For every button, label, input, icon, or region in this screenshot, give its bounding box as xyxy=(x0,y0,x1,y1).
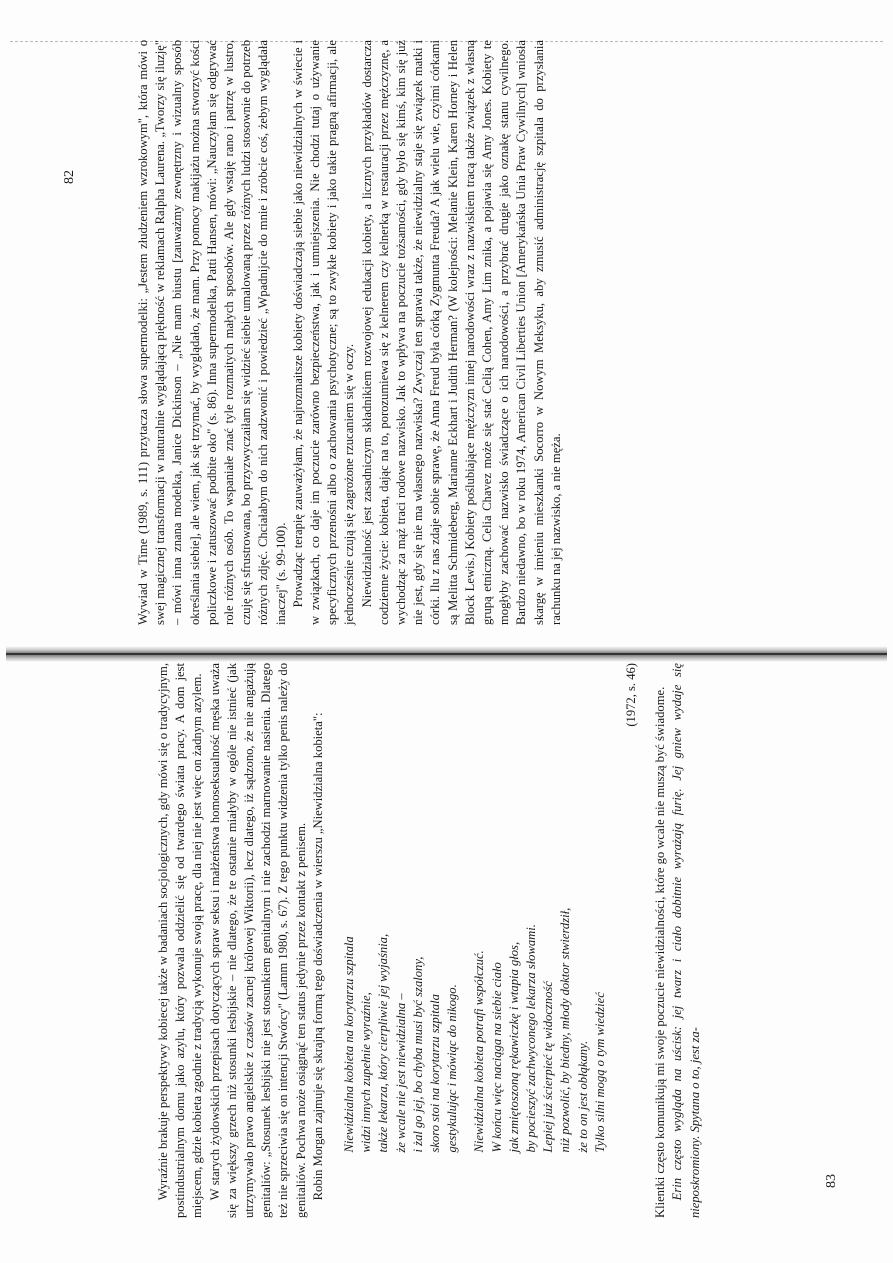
paragraph: Wyraźnie brakuje perspektywy kobiecej także w badaniach socjologicznych, gdy mówi się o tradycyjnym, postindustrialnym domu jako azylu, który pozwala oddzielić się od twardego świata pracy. A dom jest miejscem, gdzie kobieta zgodnie z tradycją wykonuje swoją pracę, dla niej nie jest więc on żadnym azylem. xyxy=(156,663,205,1218)
italic-paragraph: Erin często wygląda na uścisk: jej twarz i ciało dobitnie wyrażają furię. Jej gniew wydaje się nieposkromiony. Spytana o to, jest za- xyxy=(670,663,702,1218)
page-number: 82 xyxy=(62,170,77,184)
paragraph: Prowadząc terapię zauważyłam, że najrozmaitsze kobiety doświadczają siebie jako niewidzialnych w świecie i w związkach, co daje im poczucie zarówno bezpieczeństwa, jak i umniejszenia. Nie chodzi tutaj o używanie specyficznych przenośni albo o zachowania psychotyczne; są to zwykłe kobiety i jako takie pragną afirmacji, ale jednocześnie czują się zagrożone rzucaniem się w oczy. xyxy=(290,40,357,625)
page-82-text xyxy=(135,40,565,625)
paragraph: Wywiad w Time (1989, s. 111) przytacza słowa supermodelki: „Jestem złudzeniem wzrokowym", która mówi o swej magicznej transformacji w naturalnie wyglądającą piękność w reklamach Ralpha Laurena. „Tworzy się iluzję" – mówi inna znana modelka, Janice Dickinson – „Nie mam biustu [zauważmy zewnętrzny i wizualny sposób określania siebie], ale wiem, jak się trzymać, by wyglądało, że mam. Przy pomocy makijażu można stworzyć kości policzkowe i zatuszować podbite oko" (s. 86). Inna supermodelka, Patti Hansen, mówi: „Nauczyłam się odgrywać role różnych osób. To wspaniałe znać tyle rozmaitych małych sposobów. Ale gdy wstaję rano i patrzę w lustro, czuję się sfrustrowana, bo przyzwyczaiłam się widzieć siebie umalowaną przez różnych ludzi stosownie do potrzeb różnych zdjęć. Chciałabym do nich zadzwonić i powiedzieć „Wpadnijcie do mnie i zróbcie coś, żebym wyglądała inaczej" (s. 99-100). xyxy=(136,40,288,625)
poem-line: Niewidzialna kobieta potrafi współczuć. xyxy=(472,950,487,1153)
poem-line: Lepiej już ścierpieć tę widoczność xyxy=(541,981,556,1153)
poem-stanza-1 xyxy=(341,663,461,1152)
poem-citation: (1972, s. 46) xyxy=(624,663,639,727)
poem-line: gestykulując i mówiąc do nikogo. xyxy=(445,984,460,1153)
poem-line: W końcu więc naciąga na siebie ciało xyxy=(489,962,504,1153)
paragraph: Niewidzialność jest zasadniczym składnikiem rozwojowej edukacji kobiety, a licznych przykładów dostarcza codzienne życie: kobieta, dając na to, porozumiewa się z kelnerem czy kelnerką w restauracji przez mężczyznę, a wychodząc za mąż traci rodowe nazwisko. Jak to wpływa na poczucie tożsamości, gdy było się kimś, kim się już nie jest, gdy się nie ma własnego nazwiska? Zwyczaj ten sprawia także, że niewidzialny staje się związek matki i córki. Ilu z nas zdaje sobie sprawę, że Anna Freud była córką Zygmunta Freuda? A jak wielu wie, czyimi córkami są Melitta Schmideberg, Marianne Eckhart i Judith Herman? (W kolejności: Melanie Klein, Karen Horney i Helen Block Lewis.) Kobiety poślubiające mężczyzn innej narodowości wraz z nazwiskiem tracą także związek z własną grupą etniczną. Celia Chavez może się stać Celią Cohen, Amy Lim znika, a pojawia się Amy Jones. Kobiety te mogłyby zachować nazwisko świadczące o ich narodowości, a przybrać drugie jako oznakę stanu cywilnego. Bardzo niedawno, bo w roku 1974, American Civil Liberties Union [Amerykańska Unia Praw Cywilnych] wniosła skargę w imieniu mieszkanki Socorro w Nowym Meksyku, aby zmusić administrację szpitala do przysłania rachunku na jej nazwisko, a nie męża. xyxy=(359,40,563,625)
poem-line: Niewidzialna kobieta na korytarzu szpitala xyxy=(342,936,357,1153)
poem-line: jak zmiętoszoną rękawiczkę i wtapia głos, xyxy=(506,941,521,1153)
page-83-text xyxy=(155,663,704,1218)
poem-line: Tylko silni mogą o tym wiedzieć xyxy=(592,992,607,1153)
paragraph: Klientki często komunikują mi swoje poczucie niewidzialności, które go wcale nie muszą być świadome. xyxy=(653,686,668,1218)
page-number: 83 xyxy=(824,1174,839,1188)
poem-line: także lekarza, który cierpliwie jej wyjaśnia, xyxy=(376,933,391,1153)
poem-line: skoro stoi na korytarzu szpitala xyxy=(428,994,443,1153)
paragraph: Robin Morgan zajmuje się skrajną formą tego doświadczenia w wierszu „Niewidzialna kobieta": xyxy=(310,712,325,1201)
poem-line: że to on jest obłąkany. xyxy=(575,1040,590,1153)
poem xyxy=(341,663,609,1152)
poem-line: niż pozwolić, by biedny, młody doktor stwierdził, xyxy=(558,907,573,1153)
book-gutter-line xyxy=(6,653,887,655)
poem-line: że wcale nie jest niewidzialna – xyxy=(393,993,408,1153)
poem-stanza-2 xyxy=(471,663,609,1152)
poem-line: i żal go jej, bo chyba musi być szalony, xyxy=(410,956,425,1153)
paragraph: W starych żydowskich przepisach dotyczących spraw seksu i małżeństwa homoseksualność męska uważa się za większy grzech niż stosunki lesbijskie – nie dlatego, że te ostatnie miałyby w ogóle nie istnieć (jak utrzymywało prawo angielskie z czasów zacnej królowej Wiktorii), lecz dlatego, iż sądzono, że nie angażują genitaliów: „Stosunek lesbijski nie jest stosunkiem genitalnym i nie zachodzi marnowanie nasienia. Dlatego też nie sprzeciwia się on intencji Stwórcy" (Lamm 1980, s. 67). Z tego punktu widzenia tylko penis należy do genitaliów. Pochwa może osiągnąć ten status jedynie przez kontakt z penisem. xyxy=(207,663,308,1218)
poem-line: widzi innych zupełnie wyraźnie, xyxy=(359,992,374,1153)
poem-line: by pocieszyć zachwyconego lekarza słowami. xyxy=(524,924,539,1153)
